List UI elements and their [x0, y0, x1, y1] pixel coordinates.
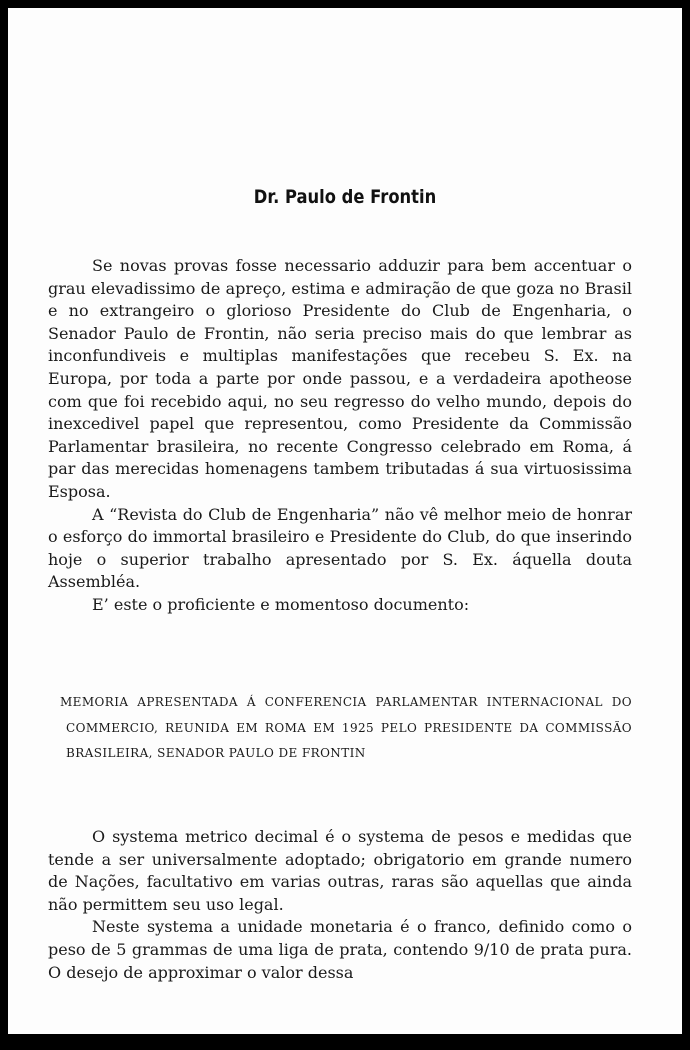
intro-paragraph-1: Se novas provas fosse necessario adduzir para bem accentuar o grau elevadissimo de apreço, estima e admiração de que goza no Brasil e no extrangeiro o glorioso Presidente do Club de Engenharia, o Senador Paulo de Frontin, não seria preciso mais do que lembrar as inconfundiveis e multiplas manifestações que recebeu S. Ex. na Europa, por toda a parte por onde passou, e a verdadeira apotheose com que foi recebido aqui, no seu regresso do velho mundo, depois do inexcedivel papel que representou, como Presidente da Commissão Parlamentar brasileira, no recente Congresso celebrado em Roma, á par das merecidas homenagens tambem tributadas á sua virtuosissima Esposa.	[48, 256, 632, 501]
memoria-paragraph-1: O systema metrico decimal é o systema de pesos e medidas que tende a ser universalmente adoptado; obrigatorio em grande numero de Nações, facultativo em varias outras, raras são aquellas que ainda não permittem seu uso legal.	[48, 827, 632, 914]
document-page	[8, 8, 682, 1034]
intro-paragraph-2: A “Revista do Club de Engenharia” não vê melhor meio de honrar o esforço do immortal brasileiro e Presidente do Club, do que inserindo hoje o superior trabalho apresentado por S. Ex. áquella douta Assembléa.	[48, 504, 632, 592]
intro-paragraph-3: E’ este o proficiente e momentoso documento:	[92, 594, 470, 614]
article-title: Dr. Paulo de Frontin	[253, 186, 437, 208]
memoria-paragraph-2: Neste systema a unidade monetaria é o franco, definido como o peso de 5 grammas de uma liga de prata, contendo 9/10 de prata pura. O desejo de approximar o valor dessa	[48, 917, 632, 982]
memoria-heading: MEMORIA APRESENTADA Á CONFERENCIA PARLAMENTAR INTERNACIONAL DO COMMERCIO, REUNIDA EM ROMA EM 1925 PELO PRESIDENTE DA COMMISSÃO BRASILEIRA, SENADOR PAULO DE FRONTIN	[60, 695, 632, 761]
intro-section	[48, 255, 632, 617]
memoria-section	[48, 826, 632, 984]
